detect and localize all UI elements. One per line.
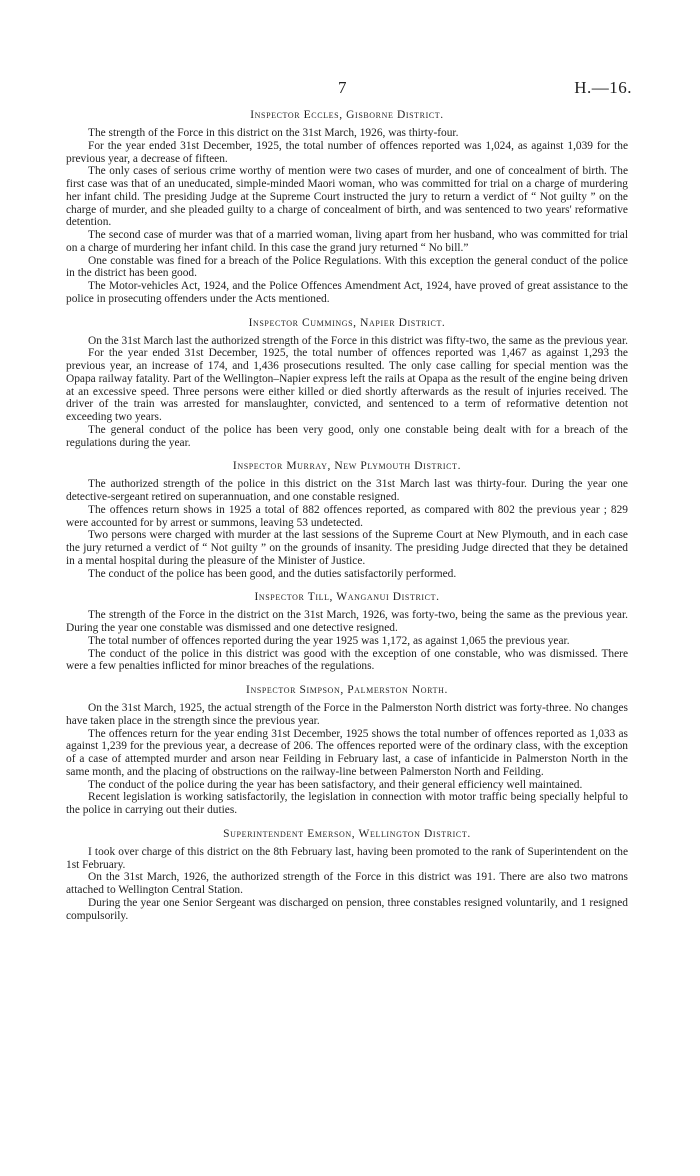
paragraph: On the 31st March last the authorized strength of the Force in this district was fifty-two, the same as the previous year.	[88, 334, 628, 347]
paragraph: The authorized strength of the police in this district on the 31st March last was thirty-four. During the year one detective-sergeant retired on superannuation, and one constable resigned.	[66, 478, 628, 503]
section-heading: Inspector Eccles, Gisborne District.	[250, 109, 444, 121]
paragraph: Two persons were charged with murder at the last sessions of the Supreme Court at New Plymouth, and in each case the jury returned a verdict of “ Not guilty ” on the grounds of insanity. The presiding Judge directed that they be detained in a mental hospital during the pleasure of the Minister of Justice.	[66, 529, 628, 567]
paragraph: Recent legislation is working satisfactorily, the legislation in connection with motor traffic being specially helpful to the police in carrying out their duties.	[66, 791, 628, 816]
paragraph: The second case of murder was that of a married woman, living apart from her husband, who was committed for trial on a charge of murdering her infant child. In this case the grand jury returned “ No bill.”	[66, 229, 628, 254]
section-eccles-gisborne	[66, 108, 628, 306]
paragraph: The strength of the Force in the district on the 31st March, 1926, was forty-two, being the same as the previous year. During the year one constable was dismissed and one detective resigned.	[66, 609, 628, 634]
section-heading: Inspector Murray, New Plymouth District.	[232, 460, 462, 473]
paragraph: The general conduct of the police has been very good, only one constable being dealt with for a breach of the regulations during the year.	[66, 423, 628, 449]
paragraph: For the year ended 31st December, 1925, the total number of offences reported was 1,024, as against 1,039 for the previous year, a decrease of fifteen.	[66, 139, 628, 165]
paragraph: For the year ended 31st December, 1925, the total number of offences reported was 1,467 as against 1,293 the previous year, an increase of 174, and 1,436 prosecutions resulted. The only case calling for special mention was the Opapa railway fatality. Part of the Wellington–Napier express left the rails at Opapa as the result of the engine being driven at an excessive speed. Three persons were either killed or died shortly afterwards as the result of injuries received. The driver of the train was arrested for manslaughter, convicted, and sentenced to a term of reformative detention not exceeding two years.	[66, 347, 628, 423]
report-body	[66, 108, 628, 922]
paragraph: The Motor-vehicles Act, 1924, and the Police Offences Amendment Act, 1924, have proved of great assistance to the police in prosecuting offenders under the Acts mentioned.	[66, 280, 628, 305]
paragraph: The conduct of the police has been good, and the duties satisfactorily performed.	[88, 567, 457, 580]
section-heading: Superintendent Emerson, Wellington District.	[223, 827, 471, 840]
paragraph: I took over charge of this district on the 8th February last, having been promoted to the rank of Superintendent on the 1st February.	[66, 845, 628, 871]
paragraph: The strength of the Force in this district on the 31st March, 1926, was thirty-four.	[88, 127, 459, 139]
section-heading: Inspector Till, Wanganui District.	[254, 591, 440, 604]
paragraph: The offences return shows in 1925 a total of 882 offences reported, as compared with 802 the previous year ; 829 were accounted for by arrest or summons, leaving 53 undetected.	[66, 503, 628, 529]
page-number: 7	[338, 78, 347, 97]
section-heading: Inspector Cummings, Napier District.	[248, 316, 446, 329]
paragraph: The offences return for the year ending 31st December, 1925 shows the total number of offences reported as 1,033 as against 1,239 for the previous year, a decrease of 206. The offences reported were of the ordinary class, with the exception of a case of attempted murder and arson near Feilding in February last, a case of infanticide in Palmerston North in the same month, and the placing of obstructions on the railway-line between Palmerston North and Feilding.	[66, 727, 628, 778]
paragraph: One constable was fined for a breach of the Police Regulations. With this exception the general conduct of the police in the district has been good.	[66, 254, 628, 280]
paragraph: The conduct of the police in this district was good with the exception of one constable, who was dismissed. There were a few penalties inflicted for minor breaches of the regulations.	[66, 647, 628, 673]
section-till-wanganui	[66, 590, 628, 673]
paragraph: On the 31st March, 1925, the actual strength of the Force in the Palmerston North district was forty-three. No changes have taken place in the strength since the previous year.	[66, 702, 628, 727]
section-emerson-wellington	[66, 827, 628, 923]
document-reference: H.—16.	[574, 78, 632, 97]
paragraph: The total number of offences reported during the year 1925 was 1,172, as against 1,065 the previous year.	[88, 634, 570, 647]
section-heading: Inspector Simpson, Palmerston North.	[246, 684, 448, 696]
section-cummings-napier	[66, 316, 628, 450]
paragraph: During the year one Senior Sergeant was discharged on pension, three constables resigned voluntarily, and 1 resigned compulsorily.	[66, 896, 628, 922]
paragraph: The conduct of the police during the year has been satisfactory, and their general efficiency well maintained.	[88, 778, 583, 791]
paragraph: On the 31st March, 1926, the authorized strength of the Force in this district was 191. There are also two matrons attached to Wellington Central Station.	[66, 871, 628, 896]
page-header	[0, 78, 700, 100]
paragraph: The only cases of serious crime worthy of mention were two cases of murder, and one of concealment of birth. The first case was that of an uneducated, simple-minded Maori woman, who was committed for trial on a charge of murdering her infant child. The presiding Judge at the Supreme Court instructed the jury to return a verdict of “ Not guilty ” on the charge of murder, and she pleaded guilty to a charge of concealment of birth, and was sentenced to two years' reformative detention.	[66, 165, 628, 229]
section-murray-new-plymouth	[66, 459, 628, 580]
section-simpson-palmerston-north	[66, 683, 628, 817]
